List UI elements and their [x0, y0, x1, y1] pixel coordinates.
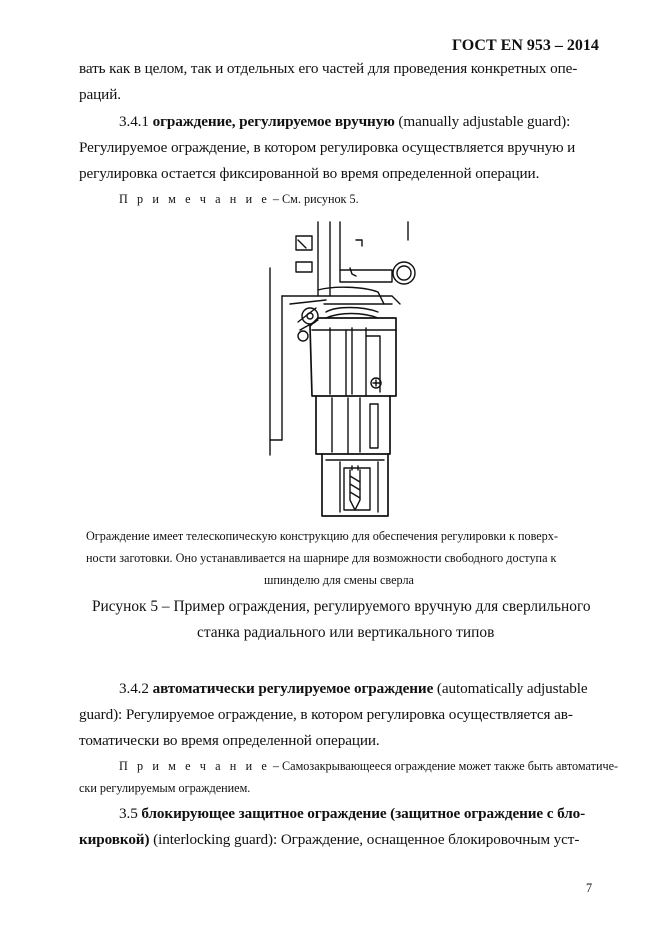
note-text: – Самозакрывающееся ограждение может также быть автоматиче- — [269, 759, 619, 773]
note-text: – См. рисунок 5. — [269, 192, 359, 206]
page-number: 7 — [586, 881, 593, 895]
section-3-5-heading — [119, 805, 585, 823]
note-label: П р и м е ч а н и е — [119, 759, 270, 773]
note-2-continued: ски регулируемым ограждением. — [79, 781, 251, 795]
body-text-line: вать как в целом, так и отдельных его частей для проведения конкретных опе- — [79, 60, 578, 77]
figure-caption: Рисунок 5 – Пример ограждения, регулируемого вручную для сверлильного — [92, 598, 591, 615]
note-label: П р и м е ч а н и е — [119, 192, 270, 206]
section-3-5-line-2 — [79, 831, 579, 849]
figure-caption: станка радиального или вертикального типов — [197, 624, 495, 641]
note-2 — [119, 759, 618, 774]
section-number: 3.5 — [119, 805, 142, 822]
section-number: 3.4.1 — [119, 113, 153, 130]
term-english: (automatically adjustable — [433, 680, 588, 697]
section-3-4-2-heading — [119, 680, 588, 698]
figure-description-line: шпинделю для смены сверла — [264, 573, 414, 587]
term-english: (manually adjustable guard): — [394, 113, 571, 130]
body-text-line: guard): Регулируемое ограждение, в котором регулировка осуществляется ав- — [79, 706, 573, 723]
term-interlocking-guard-end: кировкой) — [79, 831, 150, 848]
body-text-line: раций. — [79, 86, 121, 103]
body-text-line: томатически во время определенной операции. — [79, 732, 380, 749]
section-number: 3.4.2 — [119, 680, 153, 697]
figure-description-line: ности заготовки. Оно устанавливается на шарнире для возможности свободного доступа к — [86, 551, 557, 565]
body-text-line: регулировка остается фиксированной во время определенной операции. — [79, 165, 540, 182]
term-manually-adjustable-guard: ограждение, регулируемое вручную — [152, 113, 395, 130]
term-english: (interlocking guard): Ограждение, оснащенное блокировочным уст- — [149, 831, 580, 848]
body-text-line: Регулируемое ограждение, в котором регулировка осуществляется вручную и — [79, 139, 576, 156]
term-automatically-adjustable-guard: автоматически регулируемое ограждение — [152, 680, 434, 697]
term-interlocking-guard: блокирующее защитное ограждение (защитное ограждение с бло- — [141, 805, 586, 822]
document-code-header: ГОСТ EN 953 – 2014 — [452, 37, 599, 54]
figure-description-line: Ограждение имеет телескопическую конструкцию для обеспечения регулировки к поверх- — [86, 529, 558, 543]
